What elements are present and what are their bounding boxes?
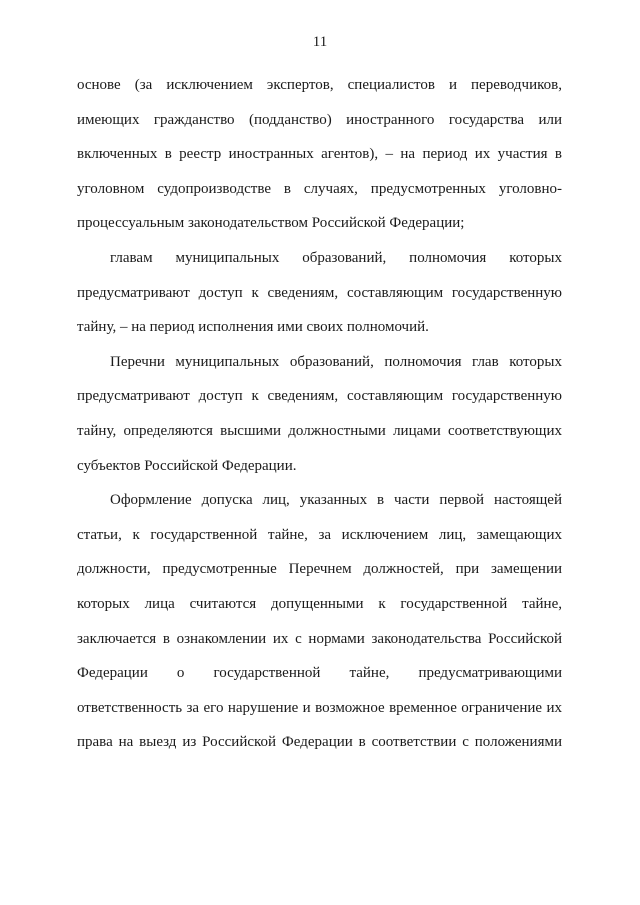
paragraph-line: которых лица считаются допущенными к государственной тайне,	[77, 595, 562, 612]
paragraph-line: имеющих гражданство (подданство) иностранного государства или	[77, 111, 562, 128]
paragraph-line: предусматривают доступ к сведениям, составляющим государственную	[77, 284, 562, 301]
document-body	[77, 68, 562, 760]
paragraph-line: включенных в реестр иностранных агентов), – на период их участия в	[77, 146, 562, 163]
paragraph-line: Оформление допуска лиц, указанных в части первой настоящей	[110, 492, 562, 509]
paragraph-line: Федерации о государственной тайне, предусматривающими	[77, 665, 562, 682]
page-number: 11	[312, 34, 328, 50]
paragraph-line: основе (за исключением экспертов, специалистов и переводчиков,	[77, 77, 562, 93]
paragraph-line: предусматривают доступ к сведениям, составляющим государственную	[77, 388, 562, 405]
paragraph-line: главам муниципальных образований, полномочия которых	[110, 249, 562, 266]
paragraph-line: Перечни муниципальных образований, полномочия глав которых	[110, 353, 562, 370]
paragraph-line: процессуальным законодательством Российской Федерации;	[77, 215, 465, 232]
paragraph-line: тайну, – на период исполнения ими своих полномочий.	[77, 319, 429, 336]
paragraph-line: статьи, к государственной тайне, за исключением лиц, замещающих	[77, 526, 562, 543]
paragraph-line: уголовном судопроизводстве в случаях, предусмотренных уголовно-	[77, 180, 562, 197]
paragraph-line: должности, предусмотренные Перечнем должностей, при замещении	[77, 561, 562, 578]
paragraph-line: права на выезд из Российской Федерации в соответствии с положениями	[77, 734, 562, 751]
paragraph-line: ответственность за его нарушение и возможное временное ограничение их	[77, 699, 562, 716]
paragraph-line: тайну, определяются высшими должностными лицами соответствующих	[77, 422, 562, 439]
paragraph-line: заключается в ознакомлении их с нормами законодательства Российской	[77, 630, 562, 647]
paragraph-line: субъектов Российской Федерации.	[77, 457, 297, 474]
